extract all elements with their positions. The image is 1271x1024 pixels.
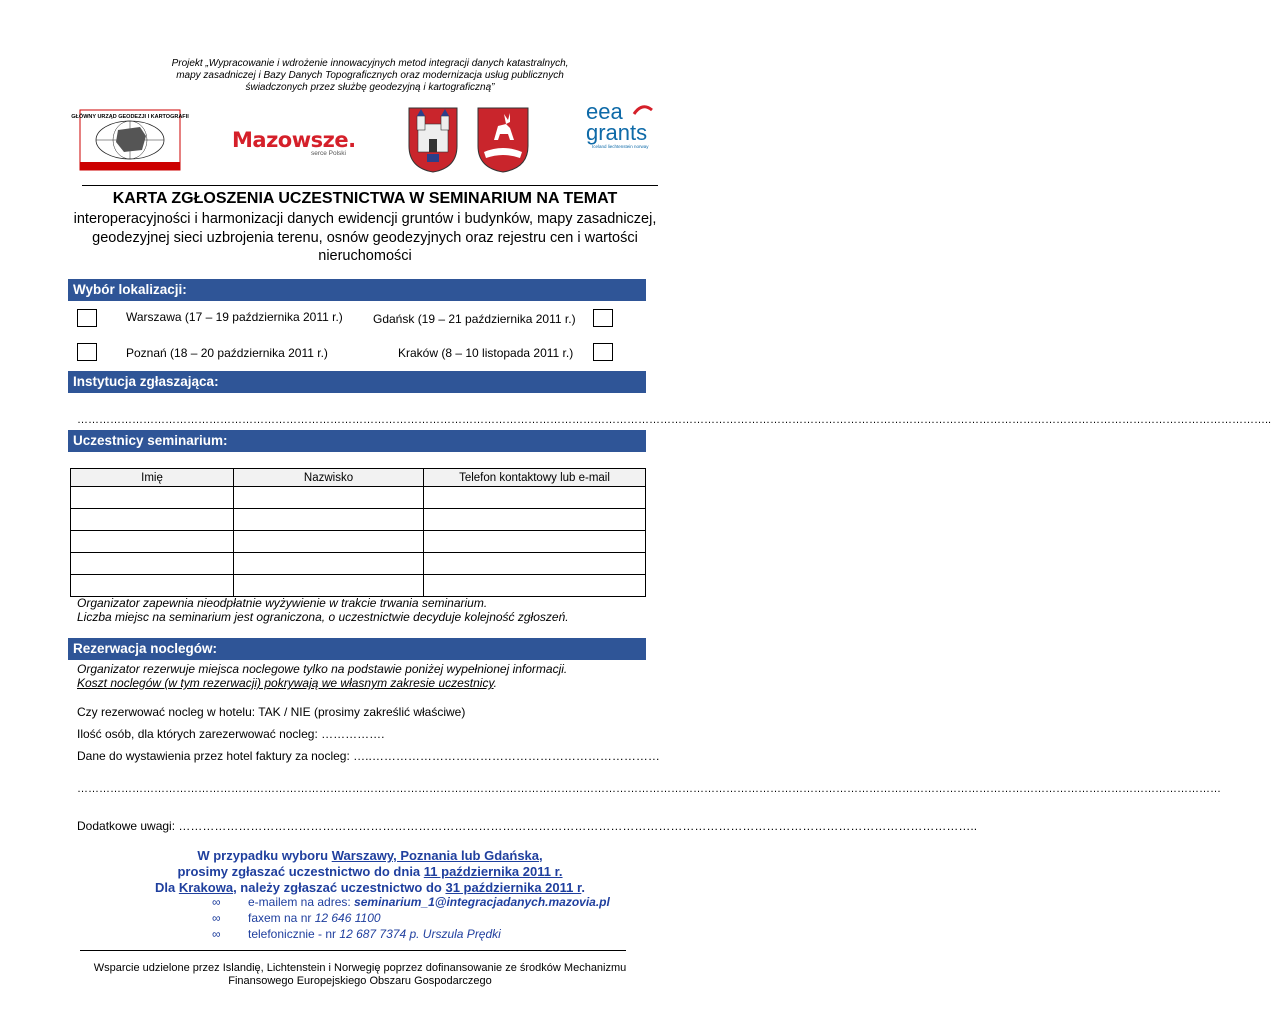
contact-cell[interactable] — [424, 553, 646, 575]
bullet-icon: ∞ — [212, 911, 221, 925]
institution-section-header: Instytucja zgłaszająca: — [68, 371, 646, 393]
location-gdansk-label: Gdańsk (19 – 21 października 2011 r.) — [373, 312, 576, 326]
lodging-section-header: Rezerwacja noclegów: — [68, 638, 646, 660]
table-row — [71, 553, 646, 575]
footer-text: Wsparcie udzielone przez Islandię, Lichtenstein i Norwegię poprzez dofinansowanie ze środków Mechanizmu Finansowego Europejskiego Obszaru Gospodarczego — [93, 962, 627, 987]
cities-link: Warszawy, Poznania lub Gdańska — [331, 848, 540, 863]
participants-table — [70, 468, 646, 597]
contact-cell[interactable] — [424, 487, 646, 509]
location-poznan-label: Poznań (18 – 20 października 2011 r.) — [126, 346, 328, 360]
eea-grants-logo: eea grants Iceland liechtenstein norway — [586, 102, 672, 149]
mazowsze-logo: Mazowsze. serce Polski — [232, 128, 356, 157]
email-address[interactable]: seminarium_1@integracjadanych.mazovia.pl — [354, 895, 610, 909]
table-row — [71, 531, 646, 553]
column-header-contact: Telefon kontaktowy lub e-mail — [424, 469, 646, 487]
city-coat-of-arms-icon — [407, 106, 459, 174]
contact-email: ∞ e-mailem na adres: seminarium_1@integracjadanych.mazovia.pl — [212, 895, 610, 909]
bullet-icon: ∞ — [212, 927, 221, 941]
persons-count-field[interactable]: Ilość osób, dla których zarezerwować nocleg: ……………. — [77, 727, 385, 741]
bullet-icon: ∞ — [212, 895, 221, 909]
footer-divider — [80, 950, 626, 951]
remarks-field[interactable]: Dodatkowe uwagi: ……………………………………………………………………………………………………………………………………………………………………………….. — [77, 819, 978, 833]
first-name-cell[interactable] — [71, 553, 234, 575]
location-warszawa-label: Warszawa (17 – 19 października 2011 r.) — [126, 310, 343, 324]
table-row — [71, 575, 646, 597]
krakow-link: Krakowa — [178, 880, 234, 895]
county-coat-of-arms-icon — [476, 106, 530, 174]
last-name-cell[interactable] — [234, 531, 424, 553]
institution-input-line[interactable]: ……………………………………………………………………………………………………………………………………………………………………………………………………………………………………………………………………………………………….. — [77, 414, 1271, 426]
invoice-data-field[interactable]: Dane do wystawienia przez hotel faktury za nocleg: …..……………………………………………………………… — [77, 749, 660, 763]
contact-cell[interactable] — [424, 509, 646, 531]
checkbox-gdansk[interactable] — [593, 309, 613, 327]
checkbox-krakow[interactable] — [593, 343, 613, 361]
deadline-date-2: 31 października 2011 r — [445, 880, 582, 895]
meals-note: Organizator zapewnia nieodpłatnie wyżywienie w trakcie trwania seminarium. — [77, 596, 488, 610]
column-header-first-name: Imię — [71, 469, 234, 487]
participants-section-header: Uczestnicy seminarium: — [68, 430, 646, 452]
header-divider — [82, 185, 658, 186]
first-name-cell[interactable] — [71, 575, 234, 597]
last-name-cell[interactable] — [234, 553, 424, 575]
table-header-row — [71, 469, 646, 487]
contact-cell[interactable] — [424, 531, 646, 553]
lodging-note: Organizator rezerwuje miejsca noclegowe tylko na podstawie poniżej wypełnionej informacji. — [77, 662, 568, 676]
lodging-cost-note: Koszt noclegów (w tym rezerwacji) pokrywają we własnym zakresie uczestnicy. — [77, 676, 497, 690]
checkbox-warszawa[interactable] — [77, 309, 97, 327]
form-subtitle: interoperacyjności i harmonizacji danych ewidencji gruntów i budynków, mapy zasadniczej, geodezyjnej sieci uzbrojenia terenu, osnów geodezyjnych oraz rejestru cen i wartości nieruchomości — [73, 211, 657, 264]
location-krakow-label: Kraków (8 – 10 listopada 2011 r.) — [398, 346, 574, 360]
contact-cell[interactable] — [424, 575, 646, 597]
first-name-cell[interactable] — [71, 531, 234, 553]
location-section-header: Wybór lokalizacji: — [68, 279, 646, 301]
logos-row — [0, 100, 724, 180]
contact-fax: ∞ faxem na nr 12 646 1100 — [212, 911, 381, 925]
hotel-question[interactable]: Czy rezerwować nocleg w hotelu: TAK / NIE (prosimy zakreślić właściwe) — [77, 705, 466, 719]
project-description: Projekt „Wypracowanie i wdrożenie innowacyjnych metod integracji danych katastralnych, mapy zasadniczej i Bazy Danych Topograficznych oraz modernizacja usług publicznych świadczonych przez służbę geodezyjną i kartograficzną” — [171, 58, 569, 93]
last-name-cell[interactable] — [234, 509, 424, 531]
form-title: KARTA ZGŁOSZENIA UCZESTNICTWA W SEMINARIUM NA TEMAT — [112, 190, 618, 207]
first-name-cell[interactable] — [71, 509, 234, 531]
capacity-note: Liczba miejsc na seminarium jest ograniczona, o uczestnictwie decyduje kolejność zgłoszeń. — [77, 610, 569, 624]
deadline-info: W przypadku wyboru Warszawy, Poznania lub Gdańska, prosimy zgłaszać uczestnictwo do dnia 11 października 2011 r. Dla Krakowa, należy zgłaszać uczestnictwo do 31 października 2011 r. — [155, 848, 585, 895]
checkbox-poznan[interactable] — [77, 343, 97, 361]
eea-arrow-icon — [632, 104, 654, 120]
gugik-logo — [71, 110, 189, 170]
table-row — [71, 487, 646, 509]
last-name-cell[interactable] — [234, 487, 424, 509]
invoice-data-line[interactable]: …………………………………………………………………………………………………………………………………………………………………………………………………………………………………………………………………………………… — [77, 783, 1221, 795]
table-row — [71, 509, 646, 531]
gugik-logo-text: GŁÓWNY URZĄD GEODEZJI I KARTOGRAFII — [71, 114, 189, 120]
first-name-cell[interactable] — [71, 487, 234, 509]
contact-phone: ∞ telefonicznie - nr 12 687 7374 p. Urszula Prędki — [212, 927, 501, 941]
column-header-last-name: Nazwisko — [234, 469, 424, 487]
phone-number: 12 687 7374 p. Urszula Prędki — [339, 927, 501, 941]
deadline-date-1: 11 października 2011 r. — [423, 864, 563, 879]
fax-number: 12 646 1100 — [314, 911, 381, 925]
last-name-cell[interactable] — [234, 575, 424, 597]
